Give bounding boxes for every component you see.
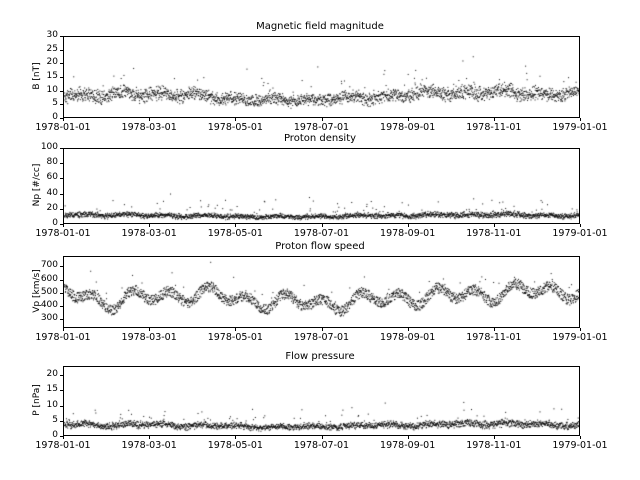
x-tick-label: 1978-09-01	[380, 228, 436, 239]
x-tick-label: 1978-11-01	[466, 122, 522, 133]
y-tick-label: 0	[52, 218, 58, 228]
y-tick-label: 80	[46, 157, 58, 168]
x-tick-label: 1978-01-01	[35, 332, 91, 343]
x-tick-label: 1978-07-01	[293, 440, 350, 451]
y-tick-label: 10	[46, 399, 58, 410]
x-tick-label: 1978-03-01	[121, 228, 177, 239]
y-axis-label-2: Np [#/cc]	[32, 163, 42, 207]
y-tick-label: 400	[40, 299, 58, 310]
x-tick-label: 1978-11-01	[466, 228, 522, 239]
y-tick-label: 25	[46, 43, 58, 54]
x-tick-label: 1978-09-01	[380, 440, 436, 451]
x-tick-label: 1978-03-01	[121, 332, 177, 343]
y-axis-label-4: P [nPa]	[32, 384, 42, 416]
y-tick-label: 15	[46, 71, 58, 81]
y-tick-mark	[60, 375, 63, 376]
x-tick-label: 1978-05-01	[207, 440, 263, 451]
x-tick-label: 1978-03-01	[121, 440, 177, 451]
y-tick-label: 300	[40, 312, 58, 323]
data-points-4	[64, 367, 579, 435]
x-tick-mark	[149, 436, 150, 439]
chart-title-4: Flow pressure	[285, 351, 355, 362]
x-tick-label: 1978-01-01	[35, 440, 91, 451]
x-tick-label: 1979-01-01	[552, 122, 608, 133]
x-tick-label: 1978-11-01	[466, 332, 522, 343]
y-tick-label: 5	[52, 98, 58, 109]
x-tick-label: 1978-11-01	[466, 440, 522, 451]
x-tick-label: 1979-01-01	[552, 228, 608, 239]
y-tick-label: 10	[46, 84, 58, 95]
x-tick-mark	[322, 436, 323, 439]
x-tick-mark	[580, 436, 581, 439]
x-tick-mark	[63, 436, 64, 439]
x-tick-label: 1978-03-01	[121, 122, 177, 133]
x-tick-mark	[494, 436, 495, 439]
x-tick-label: 1978-05-01	[207, 332, 263, 343]
y-tick-label: 15	[46, 384, 58, 395]
y-tick-label: 40	[46, 187, 58, 198]
y-tick-label: 100	[40, 142, 58, 152]
y-tick-label: 700	[40, 260, 58, 271]
y-tick-label: 20	[46, 369, 58, 380]
y-tick-label: 60	[46, 172, 58, 183]
x-tick-label: 1979-01-01	[552, 332, 608, 343]
y-tick-mark	[60, 421, 63, 422]
y-tick-label: 30	[46, 30, 58, 40]
chart-title-1: Magnetic field magnitude	[256, 21, 384, 32]
y-tick-label: 500	[40, 286, 58, 297]
y-tick-label: 0	[52, 430, 58, 440]
y-tick-label: 20	[46, 57, 58, 68]
y-tick-mark	[60, 406, 63, 407]
chart-title-3: Proton flow speed	[275, 241, 365, 252]
y-tick-mark	[60, 390, 63, 391]
x-tick-label: 1978-05-01	[207, 122, 263, 133]
x-tick-label: 1978-07-01	[293, 122, 350, 133]
x-tick-label: 1978-05-01	[207, 228, 263, 239]
x-tick-label: 1978-01-01	[35, 228, 91, 239]
x-tick-label: 1978-09-01	[380, 332, 436, 343]
x-tick-label: 1978-09-01	[380, 122, 436, 133]
chart-title-2: Proton density	[283, 133, 357, 144]
y-axis-label-1: B [nT]	[32, 62, 42, 90]
y-tick-label: 0	[52, 112, 58, 122]
x-tick-label: 1979-01-01	[552, 440, 608, 451]
x-tick-label: 1978-07-01	[293, 332, 350, 343]
y-tick-label: 5	[52, 414, 58, 425]
x-tick-mark	[408, 436, 409, 439]
y-axis-label-3: Vp [km/s]	[32, 269, 42, 313]
x-tick-mark	[235, 436, 236, 439]
x-tick-label: 1978-01-01	[35, 122, 91, 133]
x-tick-label: 1978-07-01	[293, 228, 350, 239]
y-tick-label: 20	[46, 202, 58, 213]
y-tick-label: 600	[40, 273, 58, 284]
